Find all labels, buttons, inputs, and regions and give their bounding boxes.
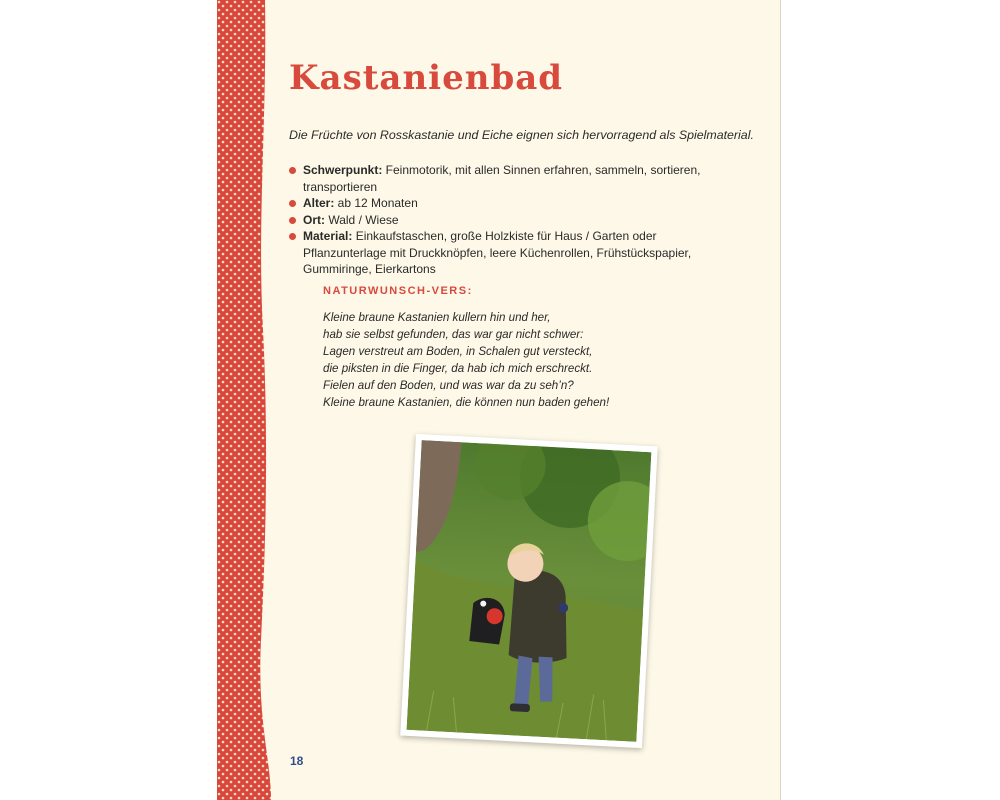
item-text: Wald / Wiese: [325, 212, 399, 227]
bullet-icon: [289, 217, 296, 224]
verse-line: Fielen auf den Boden, und was war da zu seh’n?: [323, 379, 574, 392]
item-label: Material:: [303, 229, 353, 243]
photo: [400, 434, 657, 748]
verse-line: Kleine braune Kastanien, die können nun baden gehen!: [323, 396, 610, 409]
verse-line: die piksten in die Finger, da hab ich mich erschreckt.: [323, 362, 593, 375]
page-title: Kastanienbad: [289, 58, 564, 98]
polka-dot-border: [217, 0, 281, 800]
item-label: Ort:: [303, 212, 325, 227]
list-item: [289, 162, 729, 195]
item-label: Alter:: [303, 196, 335, 210]
bullet-icon: [289, 167, 296, 174]
item-text: Feinmotorik, mit allen Sinnen erfahren, sammeln, sortieren, transportieren: [303, 163, 701, 194]
page-number: 18: [290, 754, 304, 768]
verse-heading: NATURWUNSCH-VERS:: [323, 285, 473, 297]
item-label: Schwerpunkt:: [303, 163, 383, 177]
book-page: [217, 0, 781, 800]
item-text: Einkaufstaschen, große Holzkiste für Haus / Garten oder Pflanzunterlage mit Druckknöpfen, leere Küchenrollen, Frühstückspapier, Gummiringe, Eierkartons: [303, 229, 692, 276]
bullet-icon: [289, 233, 296, 240]
list-item: [289, 195, 729, 212]
list-item: [289, 212, 729, 229]
info-list: [289, 162, 729, 278]
item-text: ab 12 Monaten: [334, 196, 418, 210]
verse-line: Lagen verstreut am Boden, in Schalen gut versteckt,: [323, 345, 593, 358]
bullet-icon: [289, 200, 296, 207]
list-item: [289, 228, 729, 278]
intro-text: Die Früchte von Rosskastanie und Eiche eignen sich hervorragend als Spielmaterial.: [289, 128, 754, 142]
toddler-in-forest-image: [407, 440, 652, 742]
page-edge: [780, 0, 781, 800]
verse-text: [323, 309, 723, 411]
verse-line: hab sie selbst gefunden, das war gar nicht schwer:: [323, 328, 584, 341]
verse-line: Kleine braune Kastanien kullern hin und her,: [323, 311, 551, 324]
